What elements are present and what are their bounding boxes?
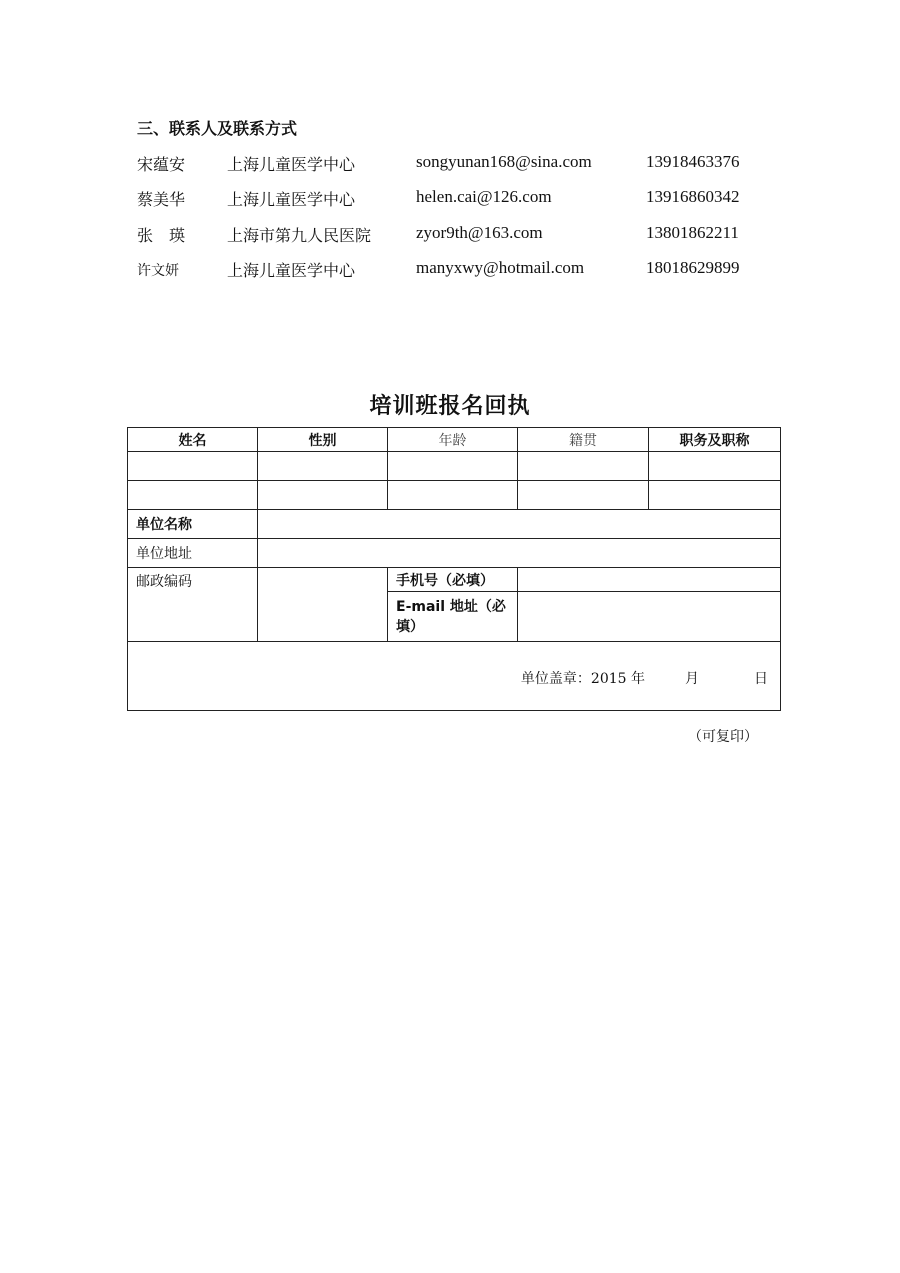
- header-name: 姓名: [128, 428, 258, 452]
- contact-org: 上海市第九人民医院: [227, 226, 372, 245]
- cell-position-title[interactable]: [649, 452, 781, 481]
- stamp-month: 月: [685, 671, 699, 687]
- unit-address-row: [128, 539, 781, 568]
- stamp-label: 单位盖章：2015 年: [520, 671, 645, 687]
- contact-row: [0, 152, 900, 176]
- contact-org: 上海儿童医学中心: [227, 155, 356, 174]
- contact-row: [0, 223, 900, 247]
- unit-address-field[interactable]: [258, 539, 781, 568]
- contact-email[interactable]: zyor9th@163.com: [416, 223, 543, 242]
- header-position-title: 职务及职称: [649, 428, 781, 452]
- contact-name: 许文妍: [137, 263, 179, 279]
- stamp-text: [521, 668, 768, 688]
- contact-org: 上海儿童医学中心: [227, 261, 356, 280]
- unit-name-field[interactable]: [258, 510, 781, 539]
- contact-row: [0, 187, 900, 211]
- email-field[interactable]: [518, 592, 781, 642]
- mobile-label: 手机号（必填）: [388, 568, 518, 592]
- postcode-label: 邮政编码: [128, 568, 258, 642]
- postcode-field[interactable]: [258, 568, 388, 642]
- contact-email[interactable]: manyxwy@hotmail.com: [416, 258, 585, 277]
- cell-gender[interactable]: [258, 481, 388, 510]
- header-gender: 性别: [258, 428, 388, 452]
- copy-note: （可复印）: [688, 729, 758, 745]
- contact-phone: 13916860342: [646, 187, 740, 206]
- contact-phone: 13801862211: [646, 223, 739, 242]
- cell-gender[interactable]: [258, 452, 388, 481]
- contact-phone: 13918463376: [646, 152, 740, 171]
- contact-row: [0, 258, 900, 282]
- form-header-row: [128, 428, 781, 452]
- header-hometown: 籍贯: [518, 428, 649, 452]
- contact-name: 蔡美华: [137, 190, 186, 209]
- cell-hometown[interactable]: [518, 452, 649, 481]
- contact-email[interactable]: helen.cai@126.com: [416, 187, 552, 206]
- postcode-mobile-row: [128, 568, 781, 592]
- email-label: E-mail 地址（必填）: [388, 592, 518, 642]
- section-heading: 三、联系人及联系方式: [137, 119, 298, 138]
- contact-email[interactable]: songyunan168@sina.com: [416, 152, 592, 171]
- form-data-row: [128, 481, 781, 510]
- contact-name: 宋蕴安: [137, 155, 186, 174]
- stamp-row: [128, 642, 781, 711]
- header-age: 年龄: [388, 428, 518, 452]
- cell-name[interactable]: [128, 481, 258, 510]
- form-data-row: [128, 452, 781, 481]
- cell-position-title[interactable]: [649, 481, 781, 510]
- cell-name[interactable]: [128, 452, 258, 481]
- mobile-field[interactable]: [518, 568, 781, 592]
- registration-form: [127, 427, 781, 711]
- contact-org: 上海儿童医学中心: [227, 190, 356, 209]
- stamp-cell: [128, 642, 781, 711]
- unit-name-label: 单位名称: [128, 510, 258, 539]
- cell-age[interactable]: [388, 481, 518, 510]
- contact-phone: 18018629899: [646, 258, 740, 277]
- cell-age[interactable]: [388, 452, 518, 481]
- contact-name: 张 瑛: [137, 226, 186, 245]
- stamp-day: 日: [754, 671, 768, 687]
- unit-address-label: 单位地址: [128, 539, 258, 568]
- cell-hometown[interactable]: [518, 481, 649, 510]
- form-title: 培训班报名回执: [369, 394, 531, 419]
- unit-name-row: [128, 510, 781, 539]
